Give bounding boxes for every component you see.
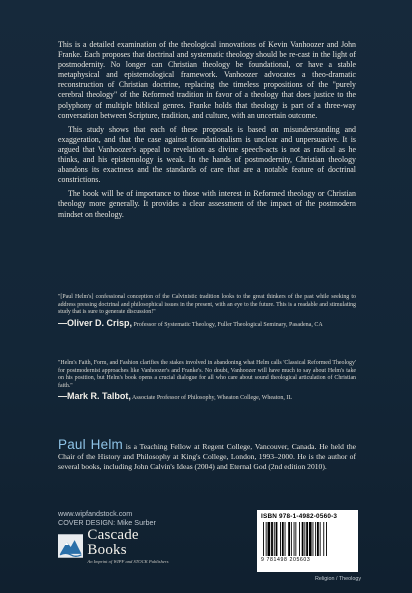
publisher-website: www.wipfandstock.com — [58, 509, 133, 518]
category-label: Religion / Theology — [315, 576, 362, 582]
endorser-role: Associate Professor of Philosophy, Wheaton College, Wheaton, IL — [132, 395, 293, 402]
blurb-paragraph-3: The book will be of importance to those with interest in Reformed theology or Christian theology more generally. It provides a clear assessment of the impact of the postmodern mindset on theology. — [58, 189, 356, 219]
barcode-digits: 9 781498 205603 — [261, 557, 311, 563]
isbn-number: ISBN 978-1-4982-0560-3 — [261, 513, 338, 520]
publisher-logo — [58, 527, 180, 564]
endorsement-quote: "Helm's Faith, Form, and Fashion clarifies the stakes involved in abandoning what Helm calls 'Classical Reformed Theology' for postmodernist approaches like Vanhoozer's and Franke's. No doubt, Vanhoozer will have much to say about Helm's take on his position, but Helm's book opens a crucial dialogue for all who care about sound theological articulation of Christian faith." — [58, 360, 356, 389]
publisher-logo-text — [87, 528, 180, 564]
blurb-paragraph-2: This study shows that each of these proposals is based on misunderstanding and exaggeration, and that the case against foundationalism is unclear and unpersuasive. It is argued that Vanhoozer's appeal to revelation as divine speech-acts is not as radical as he thinks, and his epistemology is weak. In the hands of postmodernity, Christian theology abandons its exactness and the standards of care that are a notable feature of doctrinal constrictions. — [58, 124, 356, 185]
endorser-name: —Oliver D. Crisp, — [58, 317, 133, 328]
endorser-name: —Mark R. Talbot, — [58, 391, 131, 402]
author-bio-text: is a Teaching Fellow at Regent College, Vancouver, Canada. He held the Chair of the History and Philosophy at King's College, London, 1993–2000. He is the author of several books, including John Calvin's Ideas (2004) and Eternal God (2nd edition 2010). — [58, 442, 357, 471]
endorsement-crisp — [58, 294, 356, 329]
endorsement-talbot — [58, 360, 356, 403]
blurb-paragraph-1: This is a detailed examination of the theological innovations of Kevin Vanhoozer and John Franke. Each proposes that doctrinal and systematic theology should be re-cast in the light of postmodernity. No longer can Christian theology be foundational, or have a stable metaphysical and epistemological framework. Vanhoozer advocates a theo-dramatic reconstruction of Christian doctrine, replacing the timeless propositions of the "purely cerebral theology" of the Reformed tradition in favor of a theology that does justice to the polyphony of multiple biblical genres. Franke holds that theology is part of a three-way conversation between Scripture, tradition, and culture, with an uncertain outcome. — [58, 40, 356, 120]
description-blurb — [58, 40, 356, 224]
publisher-name: Cascade Books — [87, 527, 139, 558]
endorsement-byline — [58, 317, 356, 330]
cover-design-credit: COVER DESIGN: Mike Surber — [58, 518, 156, 527]
barcode-panel — [257, 510, 358, 572]
endorser-role: Professor of Systematic Theology, Fuller Theological Seminary, Pasadena, CA — [133, 321, 323, 328]
cascade-mountain-icon — [58, 534, 83, 558]
publisher-info — [58, 509, 156, 527]
author-name: Paul Helm — [58, 437, 123, 452]
barcode-icon — [261, 522, 354, 556]
author-bio — [58, 437, 357, 472]
publisher-tagline: An Imprint of WIPF and STOCK Publishers — [87, 559, 169, 564]
endorsement-byline — [58, 393, 356, 403]
endorsement-quote: "[Paul Helm's] confessional conception of the Calvinistic tradition looks to the great thinkers of the past while seeking to address pressing doctrinal and philosophical issues in the present, with an eye to the future. This is a readable and stimulating study that is sure to generate discussion!" — [58, 294, 356, 316]
